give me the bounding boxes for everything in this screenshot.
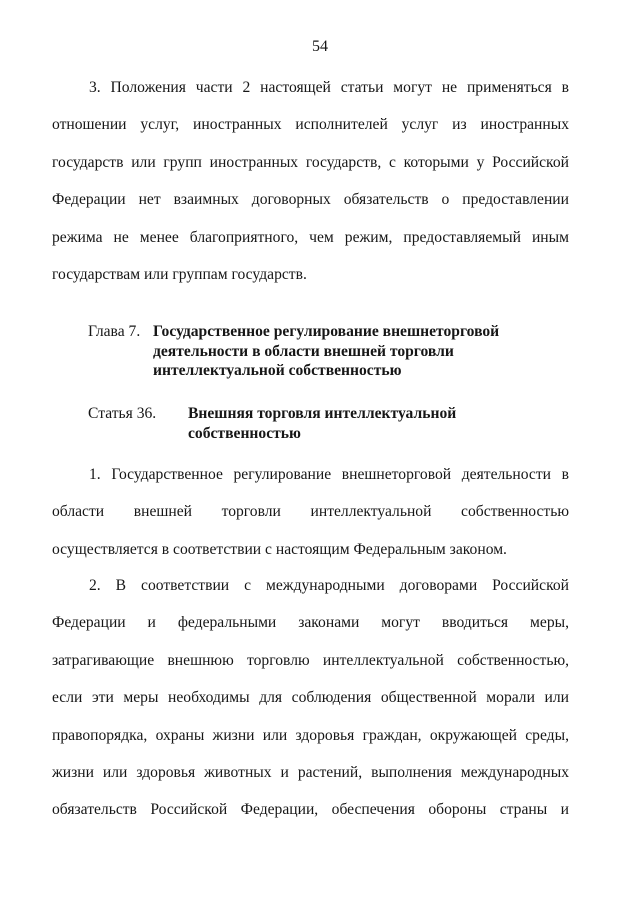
text-line: государствам или группам государств. [52, 265, 307, 283]
text-line: государств или групп иностранных государств, с которыми у Российской [52, 153, 569, 171]
text-line: Федерации и федеральными законами могут вводиться меры, [52, 614, 569, 632]
text-line: затрагивающие внешнюю торговлю интеллектуальной собственностью, [52, 651, 569, 669]
paragraph-part-3 [52, 78, 569, 302]
chapter-title [153, 322, 499, 381]
chapter-title-line: деятельности в области внешней торговли [153, 342, 454, 360]
chapter-title-line: интеллектуальной собственностью [153, 362, 402, 379]
text-line: жизни или здоровья животных и растений, выполнения международных [52, 763, 569, 781]
chapter-heading [0, 322, 640, 382]
article-heading [0, 404, 640, 444]
text-line: области внешней торговли интеллектуальной собственностью [52, 503, 569, 521]
text-line: Федерации нет взаимных договорных обязательств о предоставлении [52, 191, 569, 209]
paragraph-part-2 [52, 576, 569, 838]
paragraph-part-1 [52, 465, 569, 577]
chapter-title-line: Государственное регулирование внешнеторговой [153, 323, 500, 340]
chapter-label: Глава 7. [88, 323, 141, 340]
text-line: если эти меры необходимы для соблюдения общественной морали или [52, 689, 569, 707]
text-line: обязательств Российской Федерации, обеспечения обороны страны и [52, 801, 569, 819]
article-label: Статья 36. [88, 405, 157, 422]
text-line: 2. В соответствии с международными договорами Российской [89, 577, 569, 594]
article-title-line: собственностью [188, 424, 301, 442]
article-title-line: Внешняя торговля интеллектуальной [188, 405, 457, 422]
text-line: 1. Государственное регулирование внешнеторговой деятельности в [89, 466, 569, 483]
text-line: 3. Положения части 2 настоящей статьи могут не применяться в [89, 79, 569, 96]
article-title [188, 404, 456, 443]
text-line: отношении услуг, иностранных исполнителей услуг из иностранных [52, 116, 569, 134]
text-line: осуществляется в соответствии с настоящим Федеральным законом. [52, 540, 507, 558]
text-line: правопорядка, охраны жизни или здоровья граждан, окружающей среды, [52, 726, 569, 744]
text-line: режима не менее благоприятного, чем режим, предоставляемый иным [52, 228, 569, 246]
page-number: 54 [312, 38, 328, 55]
